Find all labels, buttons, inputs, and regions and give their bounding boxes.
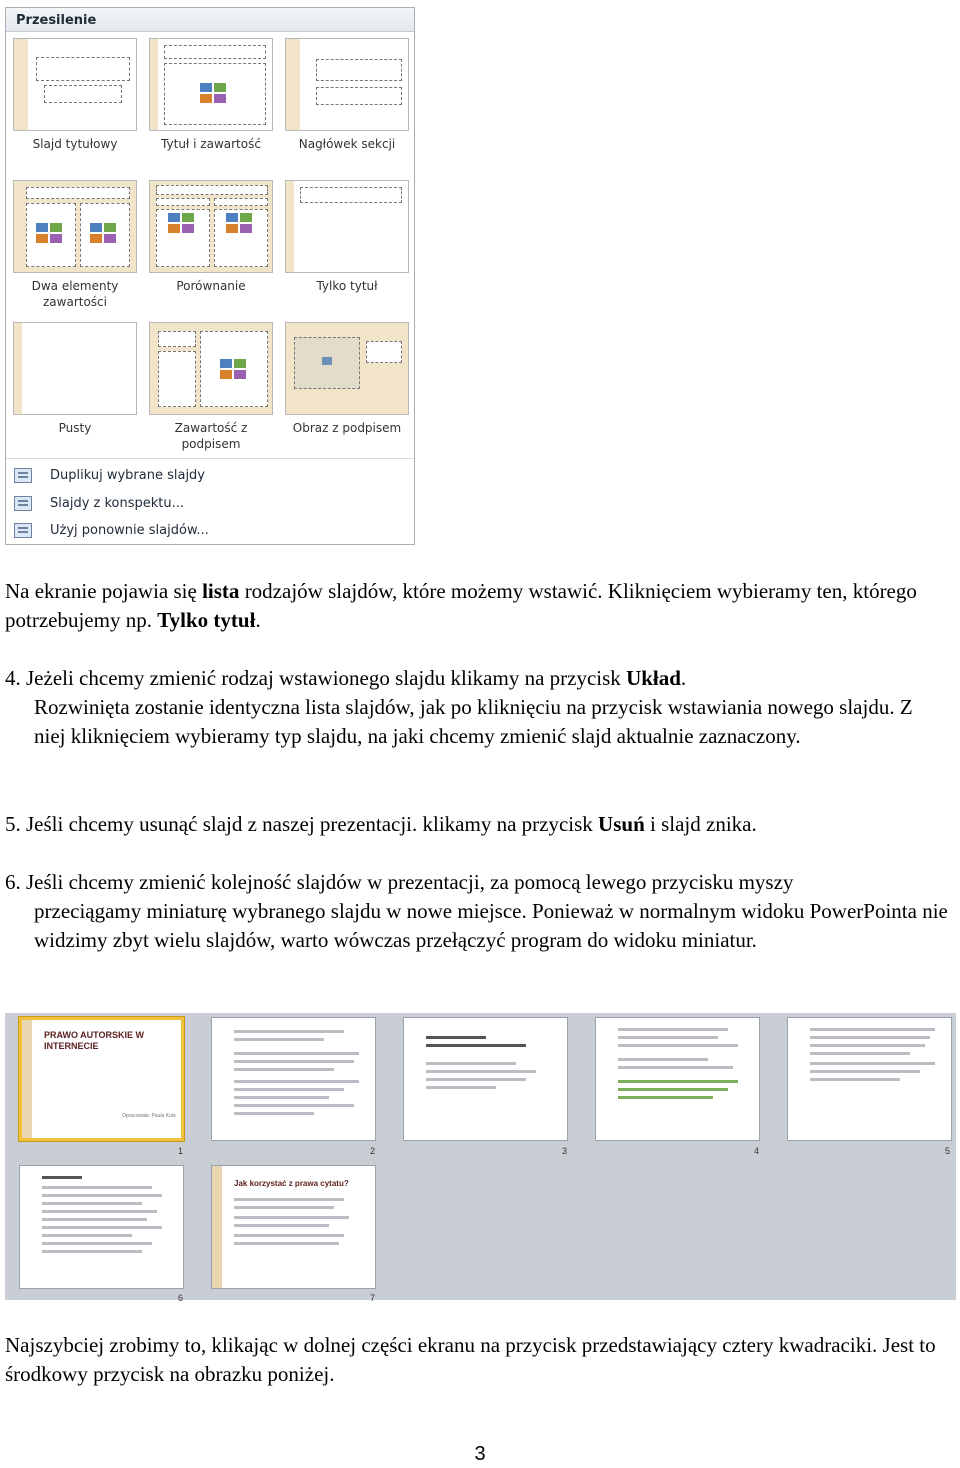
outline-slides-icon — [14, 496, 32, 511]
layout-thumbnail — [13, 180, 137, 273]
layout-picture-caption[interactable] — [285, 322, 409, 436]
menu-item-label: Duplikuj wybrane slajdy — [50, 468, 206, 483]
layout-label: Slajd tytułowy — [32, 137, 118, 151]
slide-thumbnail-4[interactable] — [595, 1017, 760, 1141]
layout-two-content[interactable] — [13, 180, 137, 310]
slide-number: 1 — [178, 1146, 184, 1156]
layout-title-only[interactable] — [285, 180, 409, 294]
layout-thumbnail — [285, 180, 409, 273]
slide-number: 5 — [945, 1146, 951, 1156]
slide-thumbnail-7[interactable] — [211, 1165, 376, 1289]
content-objects-icon — [226, 213, 256, 235]
layout-thumbnail — [13, 38, 137, 131]
content-objects-icon — [220, 359, 250, 381]
slide-thumbnail-5[interactable] — [787, 1017, 952, 1141]
layout-label: Pusty — [58, 421, 92, 435]
layout-label: Dwa elementy zawartości — [31, 279, 119, 309]
content-objects-icon — [36, 223, 66, 245]
layout-label: Tylko tytuł — [316, 279, 378, 293]
layout-thumbnail — [285, 322, 409, 415]
layout-thumbnail — [149, 322, 273, 415]
layout-label: Obraz z podpisem — [292, 421, 402, 435]
layout-thumbnail — [13, 322, 137, 415]
paragraph-step-5: 5. Jeśli chcemy usunąć slajd z naszej prezentacji. klikamy na przycisk Usuń i slajd znika. — [5, 812, 757, 836]
menu-slides-from-outline[interactable] — [6, 492, 414, 518]
slide-number: 7 — [370, 1293, 376, 1303]
menu-item-label: Użyj ponownie slajdów... — [50, 523, 209, 538]
layout-label: Zawartość z podpisem — [174, 421, 248, 451]
slide-thumbnail-1[interactable] — [19, 1017, 184, 1141]
menu-separator — [6, 458, 414, 459]
paragraph-step-6: 6. Jeśli chcemy zmienić kolejność slajdów w prezentacji, za pomocą lewego przycisku myszy — [5, 870, 794, 894]
slide-thumbnail-6[interactable] — [19, 1165, 184, 1289]
layout-label: Nagłówek sekcji — [298, 137, 396, 151]
paragraph-intro: Na ekranie pojawia się lista rodzajów slajdów, które możemy wstawić. Kliknięciem wybieramy ten, którego potrzebujemy np. Tylko tytuł. — [5, 579, 917, 632]
layout-title-slide[interactable] — [13, 38, 137, 152]
gallery-header: Przesilenie — [6, 8, 414, 32]
menu-duplicate-slides[interactable] — [6, 464, 414, 490]
layout-blank[interactable] — [13, 322, 137, 436]
slide-thumbnail-2[interactable] — [211, 1017, 376, 1141]
slide-number: 2 — [370, 1146, 376, 1156]
layout-comparison[interactable] — [149, 180, 273, 294]
layout-label: Porównanie — [176, 279, 246, 293]
reuse-slides-icon — [14, 523, 32, 538]
layout-section-header[interactable] — [285, 38, 409, 152]
slide-number: 3 — [562, 1146, 568, 1156]
slide-title: PRAWO AUTORSKIE W INTERNECIE — [44, 1030, 145, 1051]
paragraph-closing: Najszybciej zrobimy to, klikając w dolnej części ekranu na przycisk przedstawiający cztery kwadraciki. Jest to środkowy przycisk na obrazku poniżej. — [5, 1333, 936, 1386]
slide-thumbnail-3[interactable] — [403, 1017, 568, 1141]
layout-content-caption[interactable] — [149, 322, 273, 452]
menu-reuse-slides[interactable] — [6, 519, 414, 545]
paragraph-step-4-detail: Rozwinięta zostanie identyczna lista slajdów, jak po kliknięciu na przycisk wstawiania nowego slajdu. Z niej kliknięciem wybieramy typ slajdu, na jaki chcemy zmienić slajd aktualnie zaznaczony. — [34, 695, 913, 748]
page-number: 3 — [474, 1443, 486, 1465]
paragraph-step-4: 4. Jeżeli chcemy zmienić rodzaj wstawionego slajdu klikamy na przycisk Układ. — [5, 666, 687, 690]
slide-number: 4 — [754, 1146, 760, 1156]
layout-thumbnail — [285, 38, 409, 131]
layout-thumbnail — [149, 180, 273, 273]
layout-gallery — [5, 7, 415, 545]
duplicate-slides-icon — [14, 468, 32, 483]
slide-subtitle: Opracowała: Paula Kula — [122, 1113, 176, 1119]
layout-thumbnail — [149, 38, 273, 131]
slide-number: 6 — [178, 1293, 184, 1303]
menu-item-label: Slajdy z konspektu... — [50, 496, 185, 511]
picture-icon — [322, 357, 332, 365]
content-objects-icon — [200, 83, 230, 105]
content-objects-icon — [168, 213, 198, 235]
slide-title: Jak korzystać z prawa cytatu? — [234, 1179, 349, 1188]
layout-label: Tytuł i zawartość — [161, 137, 261, 151]
paragraph-step-6-detail: przeciągamy miniaturę wybranego slajdu w nowe miejsce. Ponieważ w normalnym widoku PowerPointa nie widzimy zbyt wielu slajdów, warto wówczas przełączyć program do widoku miniatur. — [34, 899, 948, 952]
slide-sorter-view — [5, 1013, 956, 1303]
layout-title-content[interactable] — [149, 38, 273, 152]
content-objects-icon — [90, 223, 120, 245]
